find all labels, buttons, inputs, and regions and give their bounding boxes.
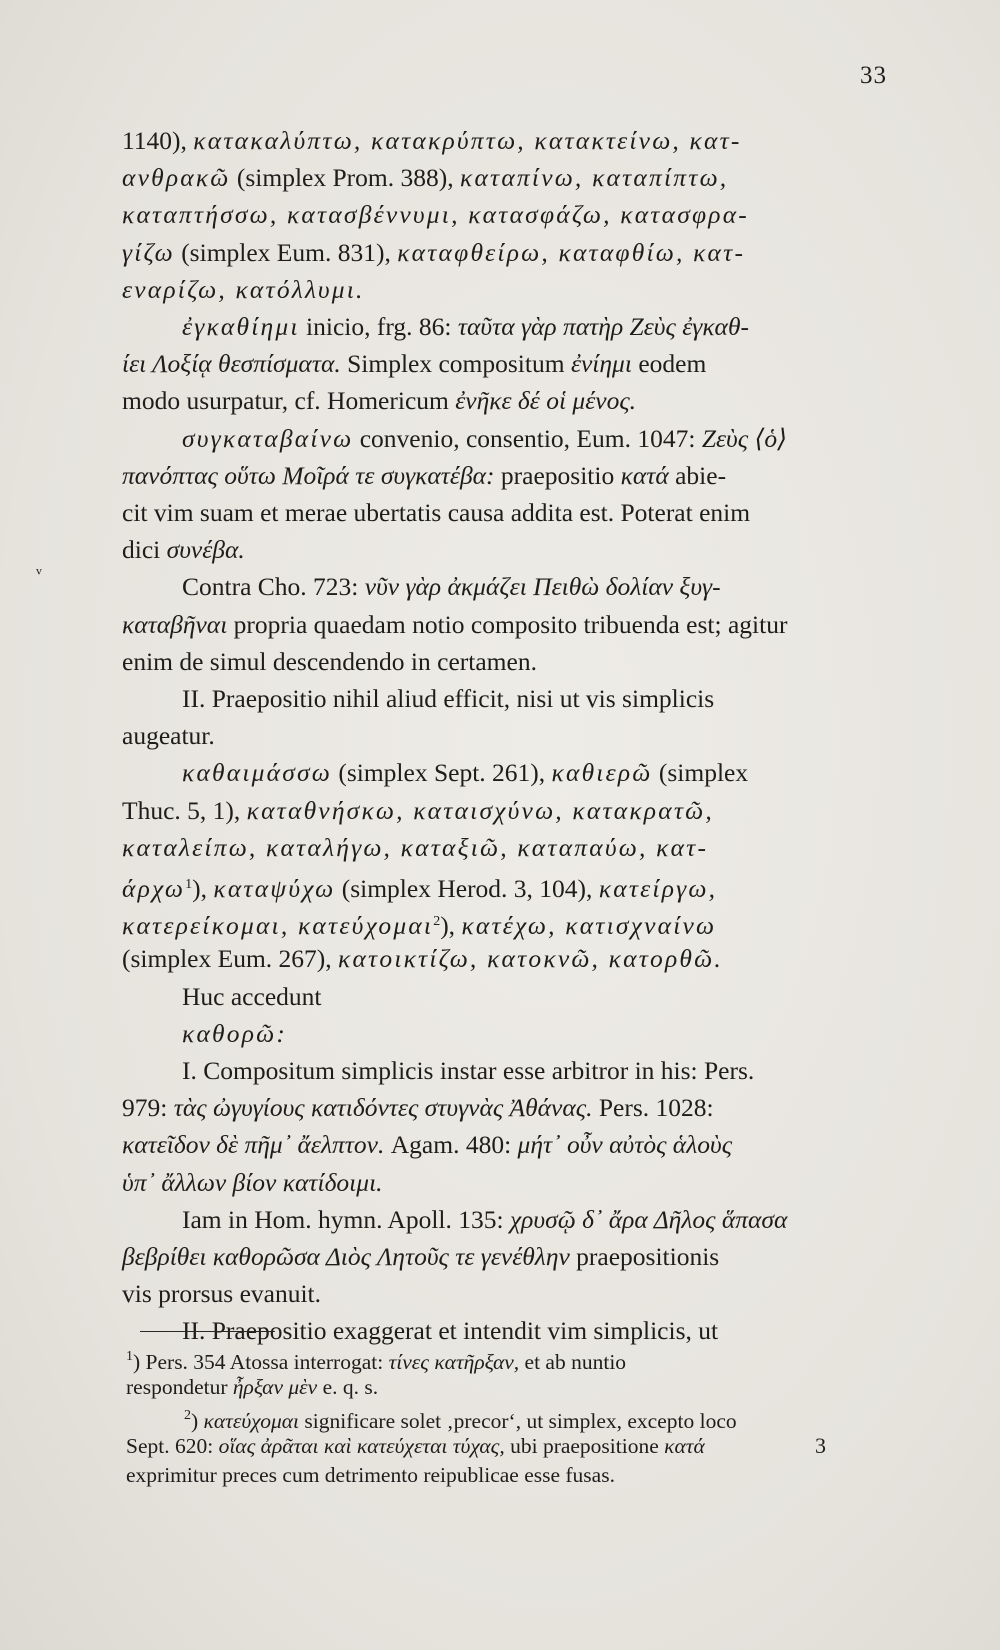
greek-text: οἵας ἀρᾶται καὶ κατεύχεται τύχας, xyxy=(218,1433,505,1458)
greek-text: καταλείπω, καταλήγω, καταξιῶ, καταπαύω, κατ- xyxy=(122,832,709,862)
latin-text: (simplex Sept. 261), xyxy=(331,758,552,788)
latin-text: eodem xyxy=(631,349,707,379)
body-line xyxy=(182,570,721,604)
latin-text: propria quaedam notio composito tribuenda est; agitur xyxy=(227,609,788,639)
greek-text: βεβρίθει καθορῶσα Διὸς Λητοῦς τε γενέθλην xyxy=(122,1242,570,1271)
body-line xyxy=(182,310,749,344)
footnote-line xyxy=(126,1372,378,1402)
greek-text: ὑπ᾽ ἄλλων βίον κατίδοιμι. xyxy=(122,1167,383,1197)
footnote-rule xyxy=(140,1331,275,1332)
greek-text: καθορῶ: xyxy=(182,1018,288,1048)
latin-text: Pers. 1028: xyxy=(592,1093,714,1123)
body-line xyxy=(122,124,742,158)
greek-text: ταῦτα γὰρ πατὴρ Ζεὺς ἐγκαθ- xyxy=(457,312,749,341)
latin-text: 979: xyxy=(122,1093,174,1123)
body-line xyxy=(122,236,745,270)
latin-text: (simplex Eum. 267), xyxy=(122,944,339,974)
body-line xyxy=(122,1240,719,1274)
body-line xyxy=(122,533,245,567)
greek-text: συγκαταβαίνω xyxy=(182,423,354,453)
footnote-ref: 1 xyxy=(185,877,193,892)
greek-text: ίει Λοξίᾳ θεσπίσματα. xyxy=(122,349,341,379)
latin-text: enim de simul descendendo in certamen. xyxy=(122,646,537,676)
greek-text: καθαιμάσσω xyxy=(182,758,332,788)
greek-text: καταβῆναι xyxy=(122,609,228,639)
greek-text: ανθρακῶ xyxy=(122,163,231,193)
signature-mark: 3 xyxy=(815,1433,826,1458)
footnote-line xyxy=(126,1460,615,1490)
latin-text: respondetur xyxy=(126,1374,233,1399)
body-line xyxy=(122,384,636,418)
greek-text: καθιερῶ xyxy=(551,758,653,788)
greek-text: κατεῖδον δὲ πῆμ᾽ ἄελπτον. xyxy=(122,1130,385,1160)
greek-text: μήτ᾽ οὖν αὐτὸς ἁλοὺς xyxy=(517,1130,733,1160)
greek-text: καταφθείρω, καταφθίω, κατ- xyxy=(397,237,746,267)
body-line xyxy=(182,756,748,790)
greek-text: κατακαλύπτω, κατακρύπτω, κατακτείνω, κατ- xyxy=(193,126,742,155)
latin-text: Sept. 620: xyxy=(126,1433,219,1458)
latin-text: abie- xyxy=(668,460,727,490)
latin-text: exprimitur preces cum detrimento reipublicae esse fusas. xyxy=(126,1463,615,1487)
latin-text: vis prorsus evanuit. xyxy=(122,1279,322,1309)
latin-text: ), xyxy=(440,911,462,941)
body-line xyxy=(122,1277,321,1311)
body-line xyxy=(122,905,716,943)
greek-text: κατά xyxy=(664,1433,705,1458)
latin-text: (simplex Eum. 831), xyxy=(174,237,398,267)
body-line xyxy=(122,347,706,381)
greek-text: ἦρξαν μὲν xyxy=(232,1374,318,1399)
greek-text: τὰς ὠγυγίους κατιδόντες στυγνὰς Ἀθάνας. xyxy=(173,1093,593,1123)
latin-text: inicio, frg. 86: xyxy=(299,312,458,341)
latin-text: Huc accedunt xyxy=(182,981,322,1011)
body-line xyxy=(122,719,215,753)
greek-text: κατερείκομαι, κατεύχομαι xyxy=(122,911,434,941)
latin-text: (simplex Prom. 388), xyxy=(230,163,460,193)
latin-text: praepositionis xyxy=(569,1242,720,1271)
greek-text: νῦν γὰρ ἀκμάζει Πειθὼ δολίαν ξυγ- xyxy=(364,572,721,602)
body-line xyxy=(182,1054,754,1088)
body-line xyxy=(122,1091,714,1125)
footnote-ref: 2 xyxy=(433,914,441,930)
body-line xyxy=(122,794,714,828)
greek-text: ἐγκαθίημι xyxy=(182,312,300,341)
latin-text: Simplex compositum xyxy=(340,349,571,379)
latin-text: cit vim suam et merae ubertatis causa addita est. Poterat enim xyxy=(122,498,751,527)
greek-text: κατεύχομαι xyxy=(203,1409,299,1433)
latin-text: I. Compositum simplicis instar esse arbitror in his: Pers. xyxy=(182,1056,755,1085)
latin-text: dici xyxy=(122,535,167,565)
body-line xyxy=(122,161,728,195)
greek-text: καταπτήσσω, κατασβέννυμι, κατασφάζω, κατασφρα- xyxy=(122,200,749,230)
latin-text: Agam. 480: xyxy=(384,1130,518,1160)
greek-text: εναρίζω, κατόλλυμι. xyxy=(122,274,365,304)
latin-text: 1140), xyxy=(122,126,194,155)
body-line xyxy=(182,1017,287,1051)
footnote-ref: 1 xyxy=(126,1349,133,1364)
page-number: 33 xyxy=(860,62,887,89)
greek-text: συνέβα. xyxy=(166,535,245,565)
body-line xyxy=(122,273,365,307)
latin-text: ) Pers. 354 Atossa interrogat: xyxy=(133,1350,389,1374)
body-line xyxy=(182,682,714,716)
latin-text: (simplex xyxy=(652,758,749,788)
latin-text: convenio, consentio, Eum. 1047: xyxy=(353,423,702,453)
greek-text: κατά xyxy=(620,460,669,490)
latin-text: (simplex Herod. 3, 104), xyxy=(335,874,599,903)
footnote-ref: 2 xyxy=(184,1408,191,1423)
greek-text: τίνες κατῆρξαν, xyxy=(388,1350,520,1374)
body-line xyxy=(122,942,723,976)
greek-text: Ζεὺς ⟨ὁ⟩ xyxy=(701,423,788,453)
latin-text: e. q. s. xyxy=(317,1374,379,1399)
latin-text: Iam in Hom. hymn. Apoll. 135: xyxy=(182,1204,510,1234)
body-line xyxy=(182,980,321,1014)
latin-text: augeatur. xyxy=(122,721,215,751)
greek-text: πανόπτας οὕτω Μοῖρά τε συγκατέβα: xyxy=(122,460,495,490)
body-line xyxy=(122,198,749,232)
latin-text: ubi praepositione xyxy=(504,1433,665,1458)
body-line xyxy=(122,459,726,493)
body-line xyxy=(122,868,717,906)
body-line xyxy=(182,1203,787,1237)
greek-text: ἐνῆκε δέ οἱ μένος. xyxy=(455,386,637,416)
margin-mark: ᵛ xyxy=(36,563,42,585)
latin-text: praepositio xyxy=(494,460,621,490)
greek-text: καταψύχω xyxy=(213,874,336,903)
latin-text: et ab nuntio xyxy=(519,1350,627,1374)
body-line xyxy=(122,645,537,679)
greek-text: κατέχω, κατισχναίνω xyxy=(461,911,717,941)
latin-text: significare solet ‚precor‘, ut simplex, excepto loco xyxy=(299,1409,737,1433)
latin-text: II. Praepositio nihil aliud efficit, nisi ut vis simplicis xyxy=(182,684,715,713)
greek-text: κατείργω, xyxy=(598,874,718,903)
latin-text: Thuc. 5, 1), xyxy=(122,795,247,825)
footnote-line xyxy=(126,1431,705,1461)
body-line xyxy=(182,422,787,456)
body-line xyxy=(122,1128,732,1162)
greek-text: καταπίνω, καταπίπτω, xyxy=(460,163,729,193)
greek-text: καταθνήσκω, καταισχύνω, κατακρατῶ, xyxy=(246,795,714,825)
greek-text: χρυσῷ δ᾽ ἄρα Δῆλος ἅπασα xyxy=(509,1204,788,1234)
latin-text: II. Praepositio exaggerat et intendit vim simplicis, ut xyxy=(182,1316,719,1346)
greek-text: κατοικτίζω, κατοκνῶ, κατορθῶ. xyxy=(338,944,723,974)
body-line xyxy=(122,831,708,865)
body-line xyxy=(122,496,750,530)
body-line xyxy=(122,608,787,642)
greek-text: γίζω xyxy=(122,237,175,267)
greek-text: ἐνίημι xyxy=(570,349,632,379)
body-line xyxy=(122,1166,383,1200)
latin-text: Contra Cho. 723: xyxy=(182,572,365,602)
latin-text: ) xyxy=(191,1409,204,1433)
latin-text: modo usurpatur, cf. Homericum xyxy=(122,386,456,416)
greek-text: άρχω xyxy=(122,874,186,903)
latin-text: ), xyxy=(192,874,214,903)
